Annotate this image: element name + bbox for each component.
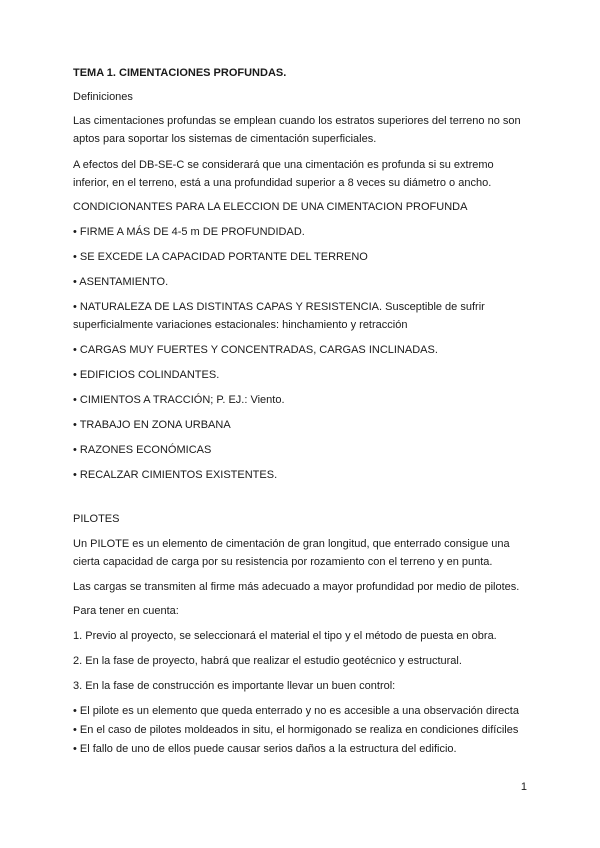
control-bullet: • En el caso de pilotes moldeados in situ, el hormigonado se realiza en condiciones difíciles <box>73 724 519 736</box>
definitions-paragraph: A efectos del DB-SE-C se considerará que una cimentación es profunda si su extremo inferior, en el terreno, está a una profundidad superior a 8 veces su diámetro o ancho. <box>73 159 494 189</box>
page-content <box>73 64 531 759</box>
condition-item: • EDIFICIOS COLINDANTES. <box>73 369 220 381</box>
condition-item: • ASENTAMIENTO. <box>73 276 169 288</box>
definitions-paragraph: Las cimentaciones profundas se emplean cuando los estratos superiores del terreno no son aptos para soportar los sistemas de cimentación superficiales. <box>73 115 521 145</box>
condition-item: • FIRME A MÁS DE 4-5 m DE PROFUNDIDAD. <box>73 226 305 238</box>
condition-item: • TRABAJO EN ZONA URBANA <box>73 419 231 431</box>
piles-heading: PILOTES <box>73 513 120 525</box>
condition-item: • RAZONES ECONÓMICAS <box>73 444 212 456</box>
condition-item: • RECALZAR CIMIENTOS EXISTENTES. <box>73 469 278 481</box>
control-bullet: • El fallo de uno de ellos puede causar serios daños a la estructura del edificio. <box>73 743 457 755</box>
page-number: 1 <box>520 781 527 793</box>
condition-item: • NATURALEZA DE LAS DISTINTAS CAPAS Y RESISTENCIA. Susceptible de sufrir superficialmente variaciones estacionales: hinchamiento y retracción <box>73 301 485 331</box>
condition-item: • SE EXCEDE LA CAPACIDAD PORTANTE DEL TERRENO <box>73 251 368 263</box>
piles-paragraph: Las cargas se transmiten al firme más adecuado a mayor profundidad por medio de pilotes. <box>73 581 520 593</box>
condition-item: • CARGAS MUY FUERTES Y CONCENTRADAS, CARGAS INCLINADAS. <box>73 344 438 356</box>
numbered-item: 3. En la fase de construcción es importante llevar un buen control: <box>73 680 396 692</box>
document-title: TEMA 1. CIMENTACIONES PROFUNDAS. <box>73 67 287 79</box>
definitions-heading: Definiciones <box>73 91 133 103</box>
control-bullet: • El pilote es un elemento que queda enterrado y no es accesible a una observación directa <box>73 705 519 717</box>
numbered-item: 2. En la fase de proyecto, habrá que realizar el estudio geotécnico y estructural. <box>73 655 462 667</box>
numbered-item: 1. Previo al proyecto, se seleccionará el material el tipo y el método de puesta en obra. <box>73 630 497 642</box>
condition-item: • CIMIENTOS A TRACCIÓN; P. EJ.: Viento. <box>73 394 285 406</box>
consider-heading: Para tener en cuenta: <box>73 605 179 617</box>
piles-paragraph: Un PILOTE es un elemento de cimentación de gran longitud, que enterrado consigue una cierta capacidad de carga por su resistencia por rozamiento con el terreno y en punta. <box>73 538 510 568</box>
conditions-heading: CONDICIONANTES PARA LA ELECCION DE UNA CIMENTACION PROFUNDA <box>73 201 468 213</box>
